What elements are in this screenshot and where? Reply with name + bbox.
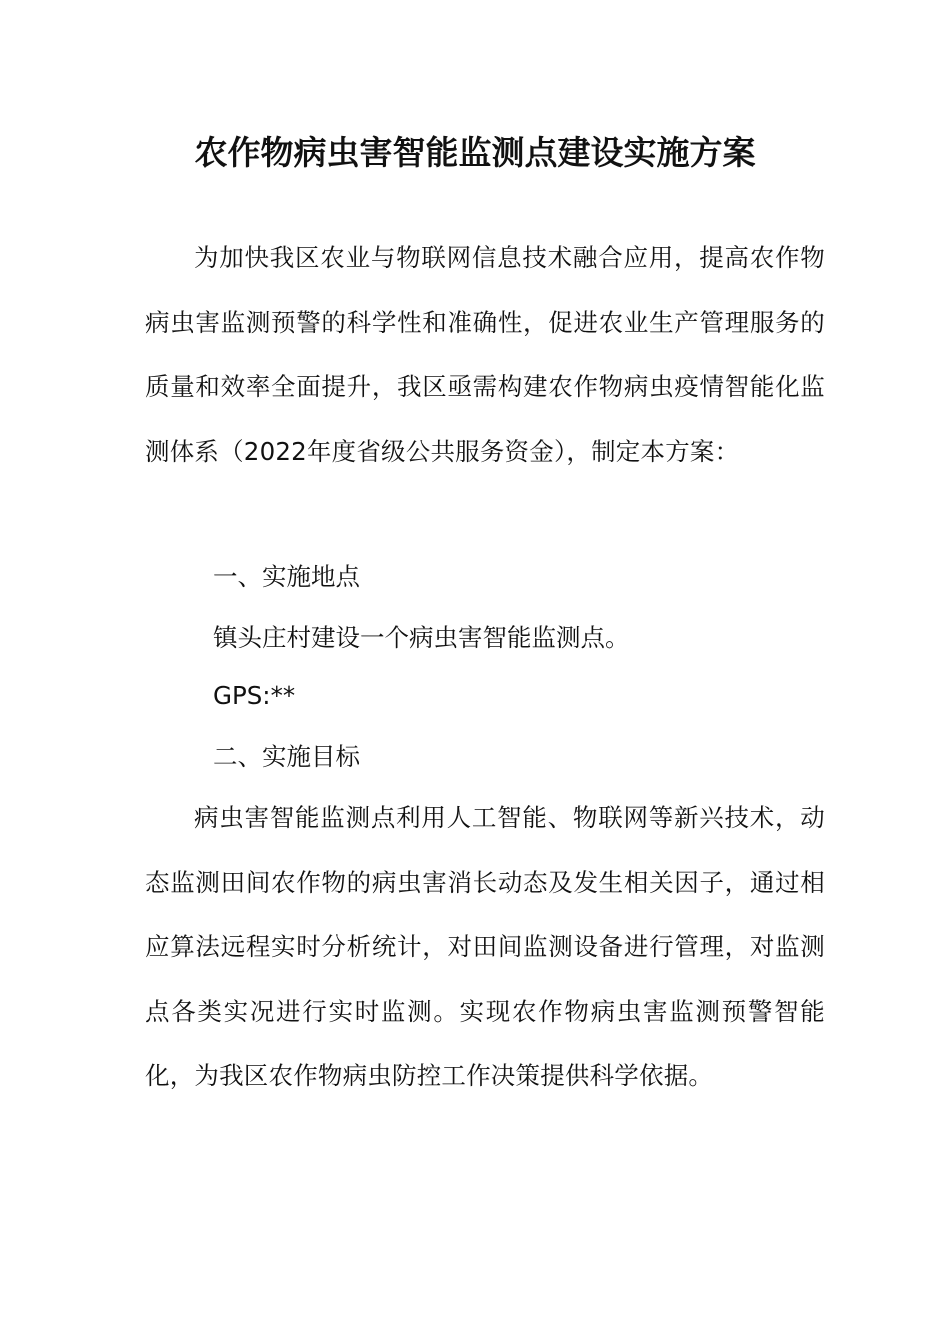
section-2-heading: 二、实施目标 — [213, 742, 360, 771]
document-title: 农作物病虫害智能监测点建设实施方案 — [194, 133, 756, 172]
intro-paragraph: 为加快我区农业与物联网信息技术融合应用，提高农作物病虫害监测预警的科学性和准确性，促进农业生产管理服务的质量和效率全面提升，我区亟需构建农作物病虫疫情智能化监测体系（2022年度省级公共服务资金），制定本方案： — [145, 243, 825, 466]
section-1-heading: 一、实施地点 — [213, 562, 360, 591]
section-1-gps: GPS:** — [213, 681, 296, 710]
section-1-location: 镇头庄村建设一个病虫害智能监测点。 — [213, 623, 630, 652]
section-2-body: 病虫害智能监测点利用人工智能、物联网等新兴技术，动态监测田间农作物的病虫害消长动态及发生相关因子，通过相应算法远程实时分析统计，对田间监测设备进行管理，对监测点各类实况进行实时监测。实现农作物病虫害监测预警智能化，为我区农作物病虫防控工作决策提供科学依据。 — [145, 803, 825, 1090]
